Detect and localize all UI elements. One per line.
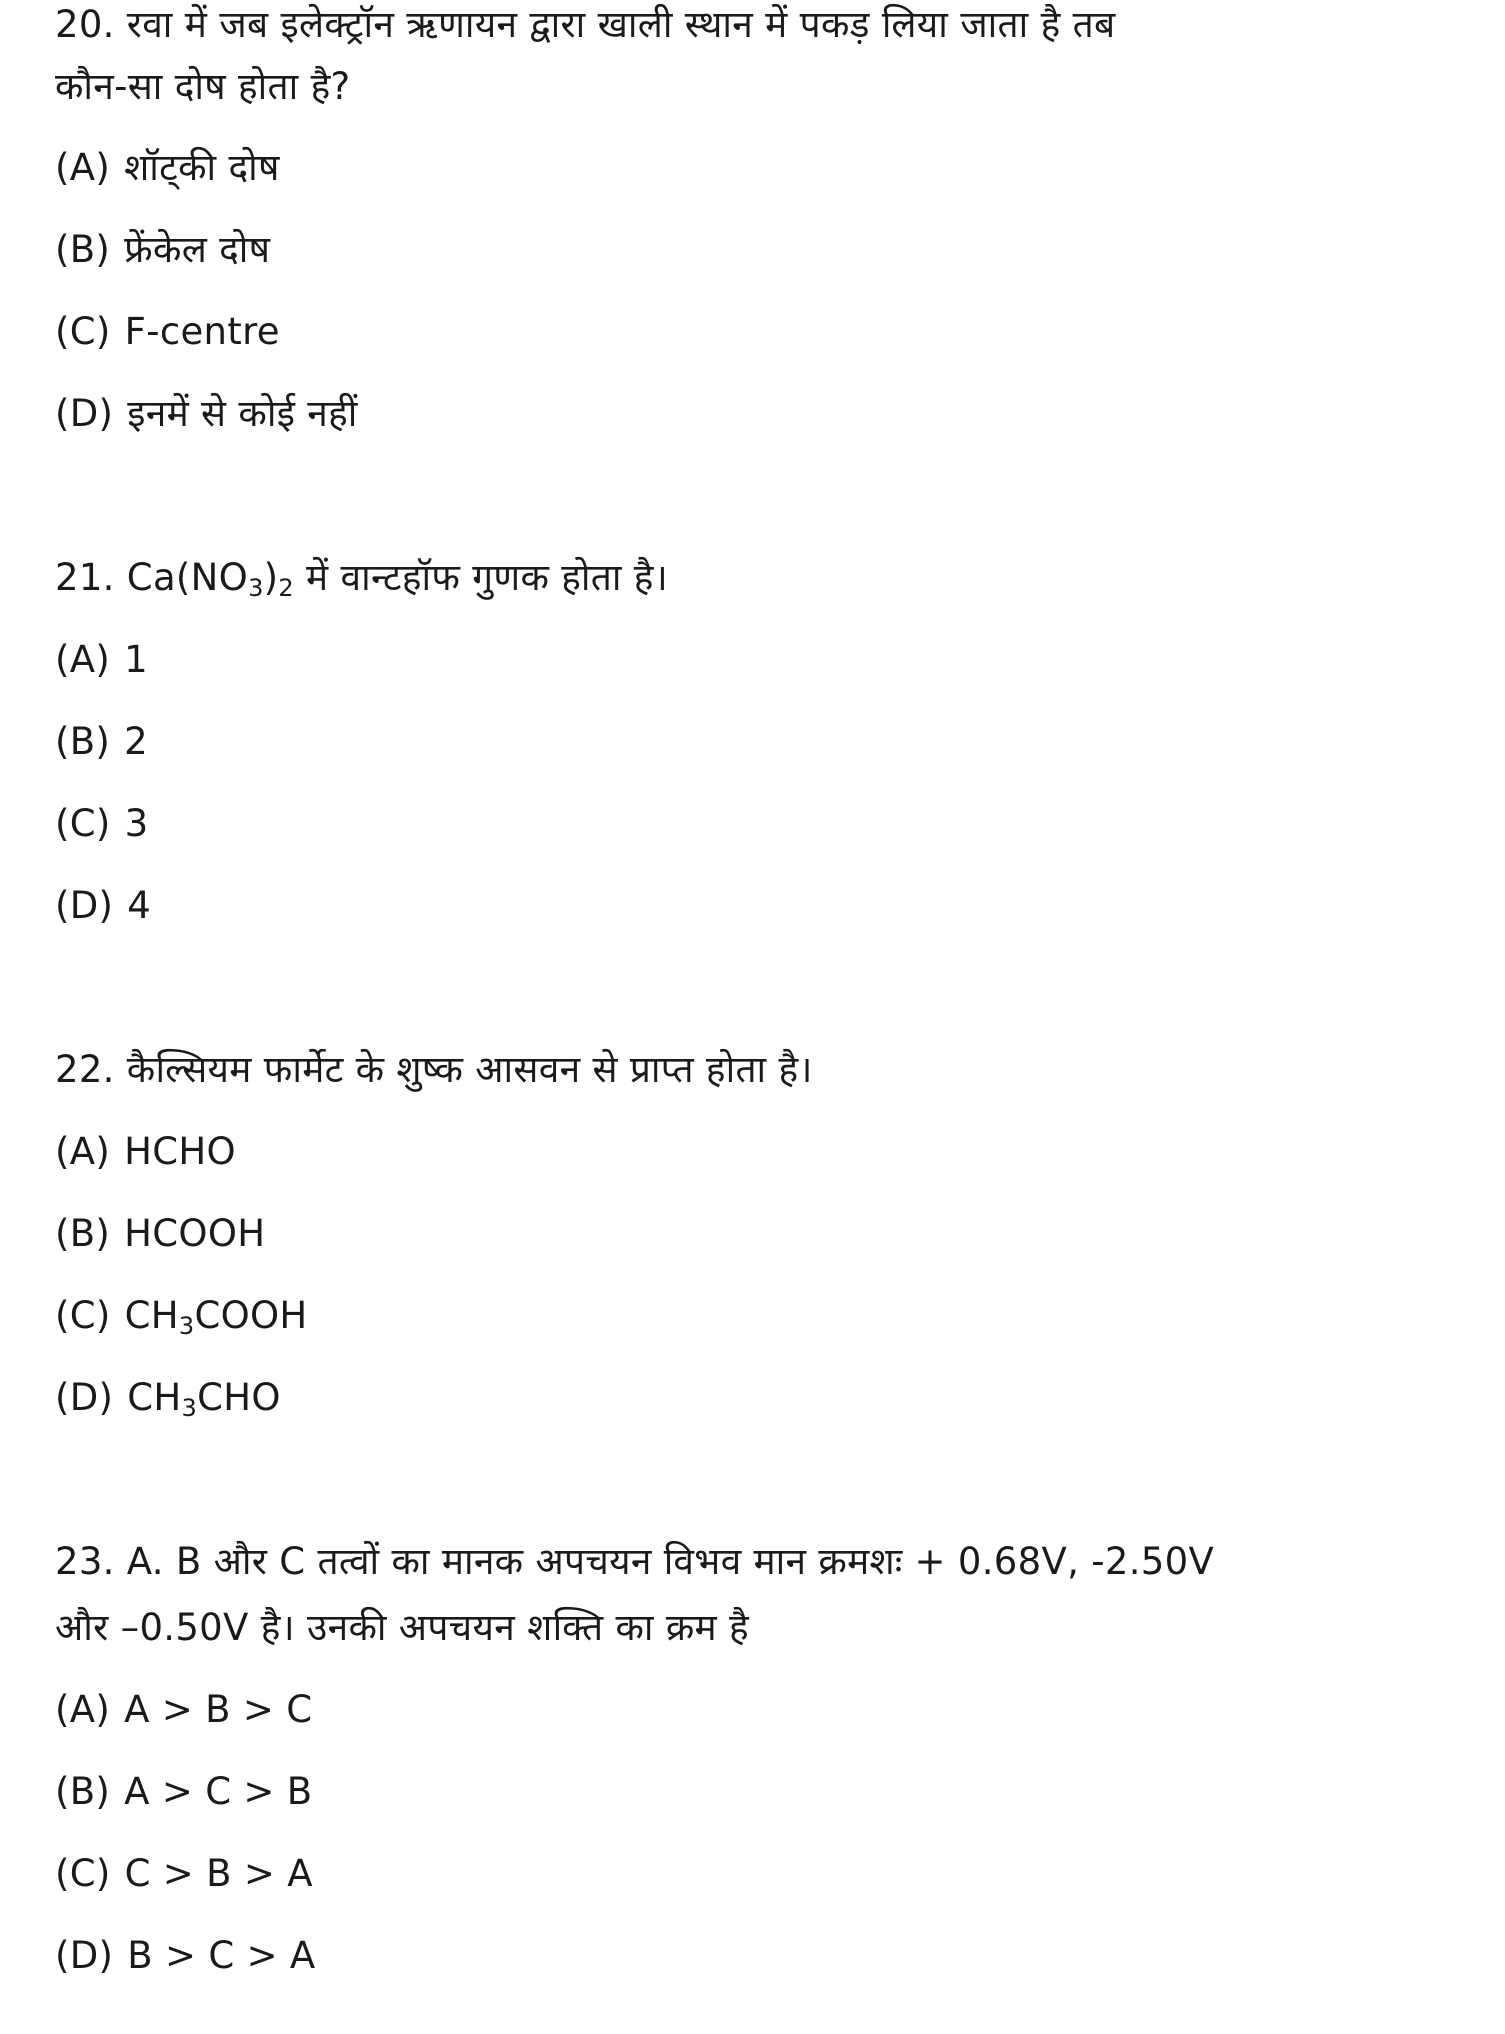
q21-stem-sub1: 3	[248, 574, 264, 602]
option-label: (C)	[55, 1852, 111, 1895]
q21-stem-prefix: 21. Ca(NO	[55, 556, 249, 599]
q22-option-a	[55, 1127, 1450, 1177]
formula-pre: CH	[127, 1376, 182, 1419]
q21-option-b	[55, 717, 1450, 767]
option-label: (C)	[55, 310, 111, 353]
option-label: (D)	[55, 1376, 114, 1419]
option-label: (D)	[55, 392, 114, 435]
option-text: 2	[124, 720, 148, 763]
q23-stem-line-2: और –0.50V है। उनकी अपचयन शक्ति का क्रम है	[55, 1606, 749, 1649]
q21-option-a	[55, 635, 1450, 685]
option-label: (A)	[55, 1130, 111, 1173]
q21-stem-sub2: 2	[278, 574, 294, 602]
q20-option-d	[55, 389, 1450, 439]
q20-option-c	[55, 307, 1450, 357]
option-label: (B)	[55, 720, 111, 763]
option-label: (D)	[55, 1934, 114, 1977]
option-label: (B)	[55, 1770, 111, 1813]
option-text: HCOOH	[124, 1212, 266, 1255]
q21-stem-suffix: में वान्टहॉफ गुणक होता है।	[293, 556, 669, 599]
q21-stem	[55, 553, 1450, 603]
option-text: 3	[124, 802, 149, 845]
option-text: B > C > A	[127, 1934, 316, 1977]
q22-option-b	[55, 1209, 1450, 1259]
q23-option-d	[55, 1931, 1450, 1981]
formula-post: CHO	[197, 1376, 281, 1419]
q22-stem: 22. कैल्सियम फार्मेट के शुष्क आसवन से प्राप्त होता है।	[55, 1048, 813, 1091]
option-text: 1	[124, 638, 148, 681]
option-label: (D)	[55, 884, 114, 927]
option-text: इनमें से कोई नहीं	[127, 392, 358, 435]
q23-option-c	[55, 1849, 1450, 1899]
q23-option-b	[55, 1767, 1450, 1817]
q20-stem-line-1: 20. रवा में जब इलेक्ट्रॉन ऋणायन द्वारा खाली स्थान में पकड़ लिया जाता है तब	[55, 3, 1116, 46]
option-text: फ्रेंकेल दोष	[124, 228, 271, 271]
option-text: C > B > A	[124, 1852, 313, 1895]
option-text: F-centre	[124, 310, 280, 353]
q21-option-c	[55, 799, 1450, 849]
option-label: (C)	[55, 1294, 111, 1337]
formula-sub: 3	[181, 1394, 198, 1422]
q21-stem-mid: )	[263, 556, 279, 599]
option-label: (A)	[55, 146, 111, 189]
q20-stem-line-2: कौन-सा दोष होता है?	[55, 65, 351, 108]
option-label: (B)	[55, 1212, 111, 1255]
q23-stem-line-1: 23. A. B और C तत्वों का मानक अपचयन विभव मान क्रमशः + 0.68V, -2.50V	[55, 1540, 1215, 1583]
option-label: (A)	[55, 1688, 111, 1731]
q22-option-d	[55, 1373, 1450, 1423]
option-text: शॉट्की दोष	[124, 146, 280, 189]
q20-option-b	[55, 225, 1450, 275]
option-text: A > B > C	[124, 1688, 313, 1731]
q21-option-d	[55, 881, 1450, 931]
option-text: A > C > B	[124, 1770, 313, 1813]
q20-option-a	[55, 143, 1450, 193]
option-label: (C)	[55, 802, 111, 845]
option-label: (A)	[55, 638, 111, 681]
formula-sub: 3	[178, 1312, 195, 1340]
q22-option-c	[55, 1291, 1450, 1341]
q23-option-a	[55, 1685, 1450, 1735]
formula-pre: CH	[124, 1294, 179, 1337]
option-label: (B)	[55, 228, 111, 271]
formula-post: COOH	[194, 1294, 308, 1337]
option-text: 4	[127, 884, 152, 927]
option-text: HCHO	[124, 1130, 236, 1173]
